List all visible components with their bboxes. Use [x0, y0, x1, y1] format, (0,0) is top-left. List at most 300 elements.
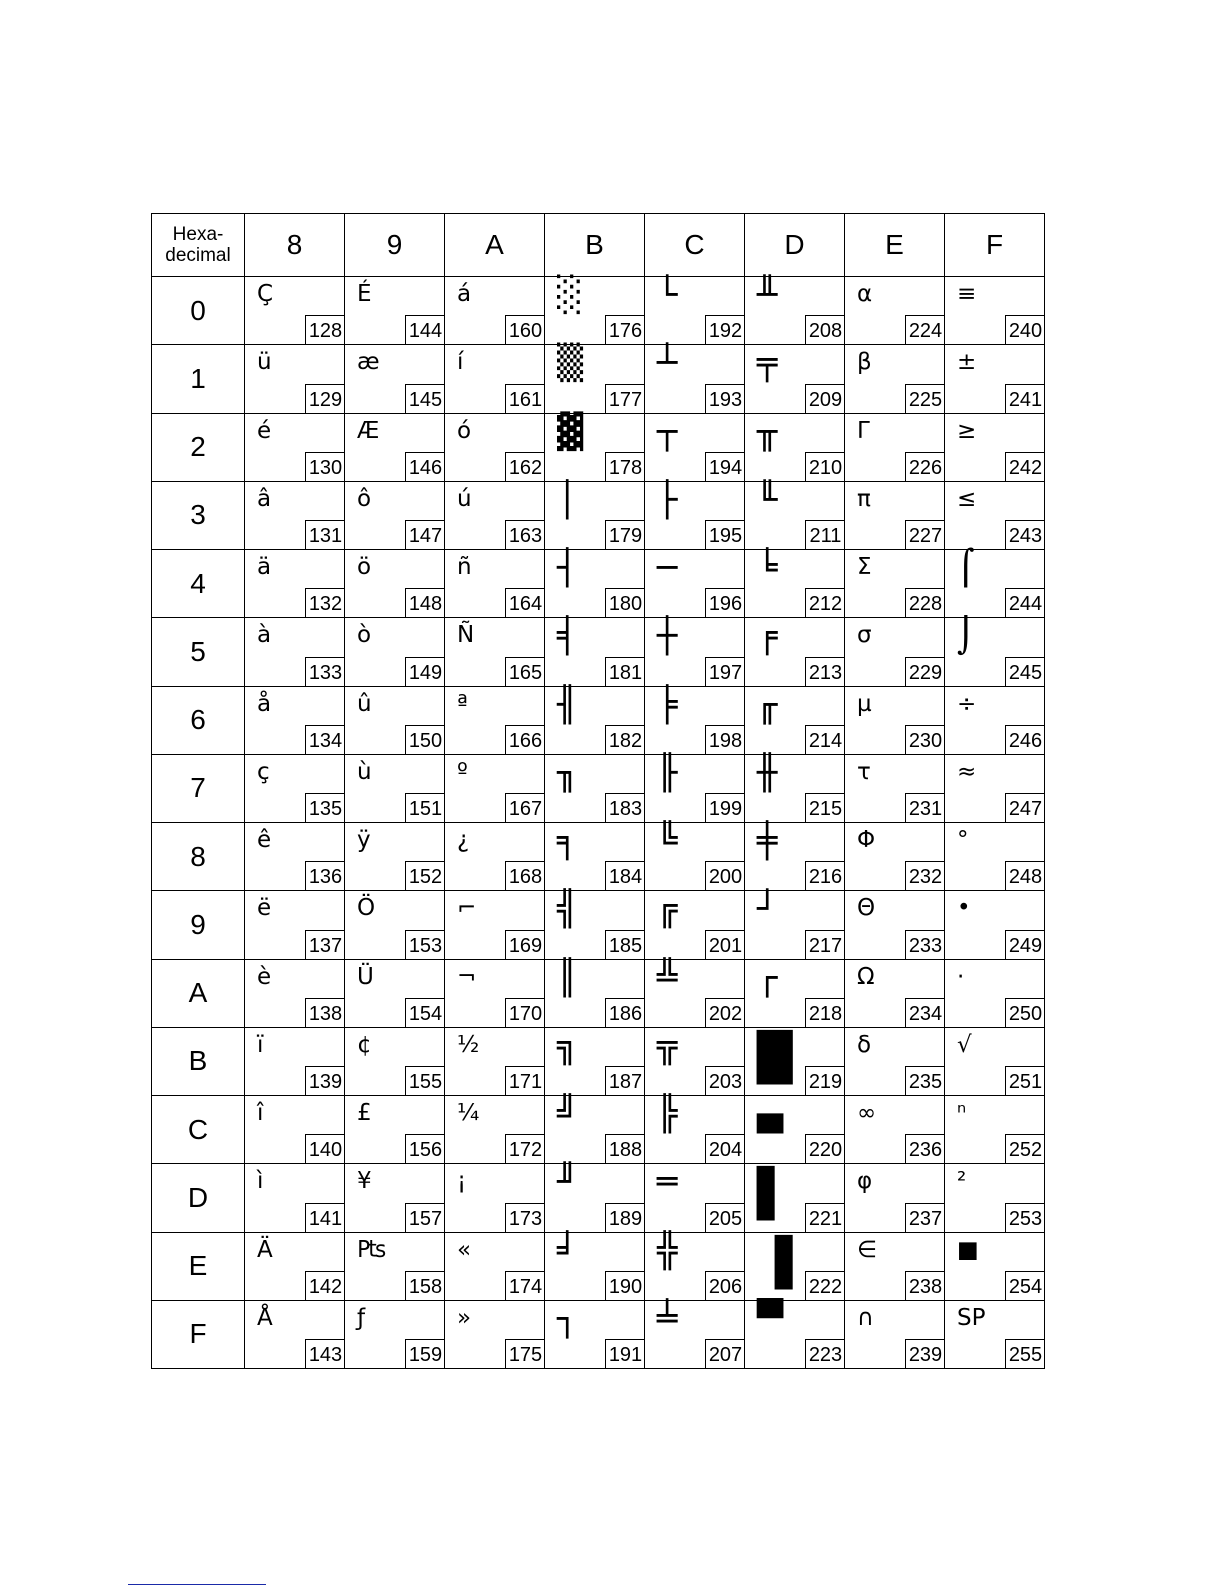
character-glyph: ╤ — [757, 343, 778, 384]
character-glyph: ÷ — [957, 690, 977, 717]
character-glyph: ₧ — [357, 1236, 387, 1263]
character-glyph: Å — [257, 1304, 273, 1331]
character-cell — [445, 1300, 545, 1368]
character-glyph: å — [257, 690, 272, 717]
decimal-code-box: 247 — [1005, 793, 1045, 823]
row-header: C — [152, 1096, 245, 1164]
character-glyph: î — [257, 1100, 264, 1126]
character-glyph: æ — [357, 349, 380, 376]
character-cell — [245, 618, 345, 686]
decimal-code-box: 128 — [305, 315, 345, 345]
decimal-code-box: 227 — [905, 520, 945, 550]
character-glyph: ⌐ — [457, 895, 477, 922]
column-header: 9 — [345, 214, 445, 277]
decimal-code-box: 234 — [905, 998, 945, 1028]
character-cell — [845, 1096, 945, 1164]
character-glyph: ç — [257, 758, 270, 785]
character-cell — [645, 550, 745, 618]
character-cell — [945, 959, 1045, 1027]
character-glyph: SP — [957, 1304, 986, 1331]
character-glyph: ▄ — [757, 1094, 784, 1134]
column-header: 8 — [245, 214, 345, 277]
decimal-code-box: 150 — [405, 725, 445, 755]
decimal-code-box: 243 — [1005, 520, 1045, 550]
character-cell — [845, 277, 945, 345]
character-cell — [945, 1300, 1045, 1368]
character-cell — [845, 1300, 945, 1368]
character-glyph: Ü — [357, 963, 374, 990]
decimal-code-box: 241 — [1005, 384, 1045, 414]
character-cell — [245, 481, 345, 549]
decimal-code-box: 134 — [305, 725, 345, 755]
character-glyph: ╢ — [557, 684, 578, 725]
decimal-code-box: 139 — [305, 1066, 345, 1096]
character-cell — [745, 1300, 845, 1368]
character-glyph: ⌡ — [957, 616, 975, 657]
character-cell — [345, 413, 445, 481]
decimal-code-box: 191 — [605, 1339, 645, 1369]
decimal-code-box: 209 — [805, 384, 845, 414]
decimal-code-box: 141 — [305, 1203, 345, 1233]
decimal-code-box: 198 — [705, 725, 745, 755]
character-cell — [345, 345, 445, 413]
character-glyph: ─ — [657, 548, 678, 588]
character-cell — [745, 959, 845, 1027]
decimal-code-box: 200 — [705, 861, 745, 891]
character-glyph: ┐ — [557, 1298, 578, 1339]
decimal-code-box: 215 — [805, 793, 845, 823]
character-glyph: π — [857, 485, 871, 512]
character-cell — [245, 1164, 345, 1232]
character-glyph: ▓ — [557, 411, 584, 452]
character-glyph: â — [257, 485, 272, 512]
character-cell — [245, 550, 345, 618]
character-cell — [945, 1164, 1045, 1232]
character-cell — [245, 277, 345, 345]
character-cell — [245, 345, 345, 413]
character-cell — [445, 481, 545, 549]
character-glyph: ╔ — [657, 889, 678, 930]
decimal-code-box: 177 — [605, 384, 645, 414]
row-header: 7 — [152, 754, 245, 822]
decimal-code-box: 207 — [705, 1339, 745, 1369]
decimal-code-box: 151 — [405, 793, 445, 823]
table-row — [152, 1164, 1045, 1232]
character-glyph: ╫ — [757, 752, 778, 793]
character-glyph: ≈ — [957, 758, 977, 785]
decimal-code-box: 157 — [405, 1203, 445, 1233]
character-cell — [445, 686, 545, 754]
decimal-code-box: 222 — [805, 1271, 845, 1301]
row-header: 9 — [152, 891, 245, 959]
decimal-code-box: 165 — [505, 657, 545, 687]
character-glyph: » — [457, 1304, 472, 1331]
decimal-code-box: 179 — [605, 520, 645, 550]
character-glyph: ╡ — [557, 616, 578, 657]
character-glyph: ¼ — [457, 1100, 480, 1126]
character-cell — [245, 1027, 345, 1095]
character-cell — [345, 481, 445, 549]
decimal-code-box: 244 — [1005, 588, 1045, 618]
decimal-code-box: 229 — [905, 657, 945, 687]
character-cell — [545, 1027, 645, 1095]
decimal-code-box: 172 — [505, 1134, 545, 1164]
decimal-code-box: 183 — [605, 793, 645, 823]
decimal-code-box: 148 — [405, 588, 445, 618]
character-glyph: ╞ — [657, 684, 678, 725]
row-header: 0 — [152, 277, 245, 345]
character-glyph: Æ — [357, 417, 380, 444]
decimal-code-box: 226 — [905, 452, 945, 482]
character-glyph: ╗ — [557, 1025, 578, 1066]
character-cell — [445, 891, 545, 959]
character-glyph: ╨ — [757, 275, 778, 315]
character-glyph: ± — [957, 349, 977, 376]
character-glyph: ÿ — [357, 827, 371, 853]
decimal-code-box: 242 — [1005, 452, 1045, 482]
character-glyph: ╬ — [657, 1230, 678, 1271]
character-glyph: ╝ — [557, 1094, 578, 1134]
decimal-code-box: 196 — [705, 588, 745, 618]
character-glyph: ò — [357, 622, 372, 649]
character-cell — [945, 481, 1045, 549]
character-glyph: ╙ — [757, 479, 778, 520]
character-cell — [245, 1096, 345, 1164]
decimal-code-box: 228 — [905, 588, 945, 618]
table-row — [152, 686, 1045, 754]
character-glyph: ╒ — [757, 616, 778, 657]
character-glyph: µ — [857, 690, 872, 717]
character-glyph: Θ — [857, 895, 876, 922]
table-row — [152, 823, 1045, 891]
decimal-code-box: 253 — [1005, 1203, 1045, 1233]
decimal-code-box: 153 — [405, 930, 445, 960]
column-header: D — [745, 214, 845, 277]
character-glyph: ½ — [457, 1031, 480, 1058]
character-glyph: └ — [657, 275, 678, 315]
decimal-code-box: 231 — [905, 793, 945, 823]
character-cell — [445, 1232, 545, 1300]
character-glyph: û — [357, 690, 372, 717]
table-row — [152, 891, 1045, 959]
character-glyph: ╩ — [657, 957, 678, 998]
character-glyph: ä — [257, 554, 272, 580]
decimal-code-box: 163 — [505, 520, 545, 550]
character-cell — [845, 891, 945, 959]
decimal-code-box: 152 — [405, 861, 445, 891]
character-cell — [545, 959, 645, 1027]
row-header: B — [152, 1027, 245, 1095]
decimal-code-box: 144 — [405, 315, 445, 345]
decimal-code-box: 194 — [705, 452, 745, 482]
character-glyph: ▒ — [557, 343, 584, 384]
character-glyph: ö — [357, 554, 372, 580]
character-cell — [945, 823, 1045, 891]
character-glyph: ó — [457, 417, 472, 444]
character-glyph: Ä — [257, 1236, 273, 1263]
character-glyph: · — [957, 963, 965, 990]
table-row — [152, 1096, 1045, 1164]
character-cell — [745, 550, 845, 618]
decimal-code-box: 216 — [805, 861, 845, 891]
character-cell — [845, 959, 945, 1027]
character-cell — [245, 686, 345, 754]
table-row — [152, 550, 1045, 618]
decimal-code-box: 187 — [605, 1066, 645, 1096]
character-cell — [745, 413, 845, 481]
character-glyph: ║ — [557, 957, 578, 998]
character-glyph: ∞ — [857, 1100, 877, 1126]
decimal-code-box: 164 — [505, 588, 545, 618]
character-glyph: ü — [257, 349, 272, 376]
character-glyph: ƒ — [357, 1304, 366, 1331]
character-cell — [245, 959, 345, 1027]
character-cell — [745, 277, 845, 345]
character-glyph: è — [257, 963, 272, 990]
character-cell — [345, 550, 445, 618]
decimal-code-box: 142 — [305, 1271, 345, 1301]
character-cell — [445, 413, 545, 481]
character-cell — [945, 1232, 1045, 1300]
character-cell — [945, 1027, 1045, 1095]
row-header: D — [152, 1164, 245, 1232]
decimal-code-box: 170 — [505, 998, 545, 1028]
character-cell — [745, 345, 845, 413]
character-cell — [845, 345, 945, 413]
character-cell — [945, 618, 1045, 686]
decimal-code-box: 189 — [605, 1203, 645, 1233]
row-header: 8 — [152, 823, 245, 891]
decimal-code-box: 223 — [805, 1339, 845, 1369]
row-header: 3 — [152, 481, 245, 549]
character-glyph: ┤ — [557, 548, 578, 588]
character-glyph: ∩ — [857, 1304, 874, 1331]
character-glyph: ╥ — [757, 411, 778, 452]
character-cell — [645, 345, 745, 413]
character-glyph: ┬ — [657, 411, 678, 452]
character-glyph: ≥ — [957, 417, 977, 444]
character-cell — [745, 1164, 845, 1232]
character-cell — [845, 550, 945, 618]
character-glyph: ê — [257, 827, 272, 853]
character-glyph: ▀ — [757, 1298, 784, 1339]
character-glyph: í — [457, 349, 464, 376]
character-glyph: ° — [957, 827, 969, 853]
character-glyph: ù — [357, 758, 372, 785]
character-cell — [545, 1164, 645, 1232]
character-cell — [345, 1164, 445, 1232]
decimal-code-box: 138 — [305, 998, 345, 1028]
character-glyph: ∈ — [857, 1236, 878, 1263]
decimal-code-box: 185 — [605, 930, 645, 960]
character-cell — [445, 277, 545, 345]
decimal-code-box: 211 — [805, 520, 845, 550]
character-glyph: ╟ — [657, 752, 678, 793]
character-glyph: │ — [557, 479, 578, 520]
decimal-code-box: 219 — [805, 1066, 845, 1096]
character-cell — [745, 618, 845, 686]
character-cell — [845, 481, 945, 549]
character-glyph: ├ — [657, 479, 678, 520]
decimal-code-box: 135 — [305, 793, 345, 823]
row-header: 4 — [152, 550, 245, 618]
character-glyph: ¿ — [457, 827, 470, 853]
character-glyph: ┼ — [657, 616, 678, 657]
character-glyph: ë — [257, 895, 272, 922]
character-glyph: Ñ — [457, 622, 475, 649]
decimal-code-box: 145 — [405, 384, 445, 414]
character-cell — [245, 413, 345, 481]
character-glyph: █ — [757, 1029, 793, 1084]
character-cell — [445, 754, 545, 822]
character-cell — [645, 686, 745, 754]
character-glyph: à — [257, 622, 272, 649]
decimal-code-box: 238 — [905, 1271, 945, 1301]
character-glyph: ≡ — [957, 281, 977, 307]
character-glyph: ┌ — [757, 957, 778, 998]
character-cell — [245, 1232, 345, 1300]
row-header: E — [152, 1232, 245, 1300]
decimal-code-box: 248 — [1005, 861, 1045, 891]
decimal-code-box: 147 — [405, 520, 445, 550]
decimal-code-box: 254 — [1005, 1271, 1045, 1301]
decimal-code-box: 129 — [305, 384, 345, 414]
character-glyph: Ö — [357, 895, 376, 922]
character-glyph: « — [457, 1236, 472, 1263]
table-row — [152, 1300, 1045, 1368]
decimal-code-box: 132 — [305, 588, 345, 618]
character-cell — [845, 754, 945, 822]
character-glyph: ▐ — [757, 1234, 793, 1289]
character-cell — [445, 550, 545, 618]
decimal-code-box: 235 — [905, 1066, 945, 1096]
decimal-code-box: 199 — [705, 793, 745, 823]
decimal-code-box: 158 — [405, 1271, 445, 1301]
row-header: 2 — [152, 413, 245, 481]
decimal-code-box: 176 — [605, 315, 645, 345]
decimal-code-box: 204 — [705, 1134, 745, 1164]
character-glyph: ▌ — [757, 1166, 793, 1221]
decimal-code-box: 160 — [505, 315, 545, 345]
character-cell — [845, 1164, 945, 1232]
column-header: F — [945, 214, 1045, 277]
column-header: C — [645, 214, 745, 277]
character-glyph: Φ — [857, 827, 876, 853]
decimal-code-box: 169 — [505, 930, 545, 960]
character-cell — [545, 1300, 645, 1368]
character-cell — [345, 891, 445, 959]
decimal-code-box: 213 — [805, 657, 845, 687]
character-cell — [645, 277, 745, 345]
character-cell — [745, 754, 845, 822]
table-row — [152, 481, 1045, 549]
decimal-code-box: 245 — [1005, 657, 1045, 687]
character-cell — [545, 1232, 645, 1300]
character-glyph: ¡ — [457, 1168, 467, 1195]
character-cell — [645, 891, 745, 959]
character-cell — [745, 1027, 845, 1095]
character-cell — [945, 550, 1045, 618]
decimal-code-box: 159 — [405, 1339, 445, 1369]
decimal-code-box: 221 — [805, 1203, 845, 1233]
table-row — [152, 618, 1045, 686]
row-header: 1 — [152, 345, 245, 413]
character-cell — [345, 959, 445, 1027]
character-cell — [545, 277, 645, 345]
character-cell — [645, 413, 745, 481]
decimal-code-box: 246 — [1005, 725, 1045, 755]
decimal-code-box: 240 — [1005, 315, 1045, 345]
decimal-code-box: 154 — [405, 998, 445, 1028]
character-cell — [245, 823, 345, 891]
character-glyph: δ — [857, 1031, 872, 1058]
decimal-code-box: 182 — [605, 725, 645, 755]
decimal-code-box: 206 — [705, 1271, 745, 1301]
column-header: A — [445, 214, 545, 277]
decimal-code-box: 192 — [705, 315, 745, 345]
table-row — [152, 959, 1045, 1027]
row-header: A — [152, 959, 245, 1027]
character-glyph: ⌠ — [957, 548, 975, 588]
character-cell — [745, 1232, 845, 1300]
corner-label-line2: decimal — [165, 245, 231, 266]
decimal-code-box: 131 — [305, 520, 345, 550]
character-glyph: º — [457, 758, 468, 785]
decimal-code-box: 252 — [1005, 1134, 1045, 1164]
character-glyph: ╦ — [657, 1025, 678, 1066]
decimal-code-box: 249 — [1005, 930, 1045, 960]
character-cell — [645, 1096, 745, 1164]
character-cell — [345, 754, 445, 822]
decimal-code-box: 161 — [505, 384, 545, 414]
character-glyph: σ — [857, 622, 872, 649]
character-cell — [545, 481, 645, 549]
decimal-code-box: 133 — [305, 657, 345, 687]
decimal-code-box: 250 — [1005, 998, 1045, 1028]
decimal-code-box: 220 — [805, 1134, 845, 1164]
character-glyph: ┘ — [757, 889, 778, 930]
decimal-code-box: 143 — [305, 1339, 345, 1369]
character-glyph: ╛ — [557, 1230, 578, 1271]
character-glyph: β — [857, 349, 872, 376]
decimal-code-box: 162 — [505, 452, 545, 482]
character-cell — [945, 1096, 1045, 1164]
character-cell — [645, 618, 745, 686]
character-cell — [945, 754, 1045, 822]
table-row — [152, 754, 1045, 822]
character-glyph: τ — [857, 758, 871, 785]
decimal-code-box: 146 — [405, 452, 445, 482]
character-cell — [545, 413, 645, 481]
decimal-code-box: 156 — [405, 1134, 445, 1164]
character-glyph: ╚ — [657, 821, 678, 861]
decimal-code-box: 230 — [905, 725, 945, 755]
decimal-code-box: 212 — [805, 588, 845, 618]
character-glyph: ╓ — [757, 684, 778, 725]
decimal-code-box: 210 — [805, 452, 845, 482]
character-cell — [545, 823, 645, 891]
character-cell — [245, 1300, 345, 1368]
character-cell — [945, 891, 1045, 959]
decimal-code-box: 237 — [905, 1203, 945, 1233]
decimal-code-box: 193 — [705, 384, 745, 414]
character-glyph: ¥ — [357, 1168, 372, 1195]
character-cell — [745, 1096, 845, 1164]
hexadecimal-corner-header — [152, 214, 245, 277]
character-glyph: ú — [457, 485, 472, 512]
character-glyph: ╖ — [557, 752, 578, 793]
character-cell — [245, 891, 345, 959]
